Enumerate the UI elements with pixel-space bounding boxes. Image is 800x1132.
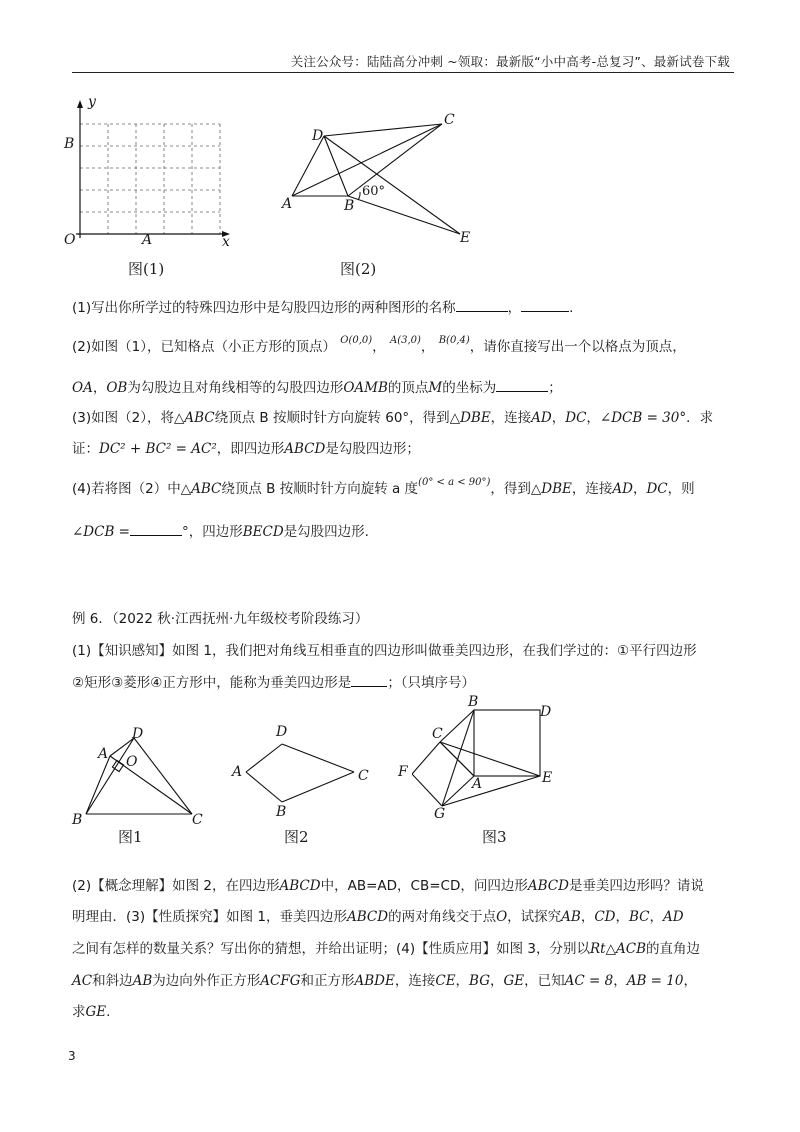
- q3-angle-DCB: ∠DCB = 30°: [599, 410, 687, 426]
- q3-line-1: (3)如图（2），将△ABC绕顶点 B 按顺时针方向旋转 60°，得到△DBE，连接AD，DC，∠DCB = 30°．求: [72, 410, 714, 426]
- q4-angle-DCB: ∠DCB =: [72, 524, 130, 540]
- q2-text-c: 为勾股边且对角线相等的勾股四边形: [127, 380, 344, 396]
- ex6-figure-3: [398, 694, 572, 824]
- ex6-fig3-label-G: G: [434, 806, 446, 822]
- q4-quad-BECD: BECD: [242, 524, 284, 540]
- fig1-label-x: x: [222, 234, 230, 250]
- q2-point-O: O(0,0): [340, 335, 373, 346]
- ex6-q4-seg-AC: AC: [72, 973, 93, 989]
- q1-blank-2: [521, 297, 569, 312]
- ex6-q1-text-a: ②矩形③菱形④正方形中，能称为垂美四边形是: [72, 675, 352, 691]
- ex6-fig3-label-F: F: [398, 764, 408, 780]
- ex6-figure-2: [228, 722, 368, 822]
- q3-line-2: [72, 439, 732, 459]
- ex6-fig3-label-E: E: [542, 770, 553, 786]
- q3-tri-DBE: △DBE: [449, 410, 491, 426]
- ex6-q4-text-h: ，连接: [394, 973, 436, 989]
- ex6-q4-given-AC: AC = 8: [564, 973, 614, 989]
- example6-title: 例 6．（2022 秋·江西抚州·九年级校考阶段练习）: [72, 611, 369, 627]
- ex6-q3-point-O: O: [496, 909, 508, 925]
- ex6-q4-text-a: 之间有怎样的数量关系？写出你的猜想，并给出证明；(4)【性质应用】如图 3，分别以: [72, 941, 591, 957]
- q3-text-c: 绕顶点 B 按顺时针方向旋转 60°，得到: [214, 410, 450, 426]
- q4-range: (0° < a < 90°): [418, 477, 491, 488]
- q4-seg-DC: DC: [646, 481, 668, 497]
- ex6-fig2-label-A: A: [232, 764, 243, 780]
- q2-seg-OB: OB: [106, 380, 128, 396]
- ex6-figure-2-caption: 图2: [284, 828, 309, 846]
- q4-line-2: [72, 521, 732, 542]
- page-header: 关注公众号：陆陆高分冲刺 ~领取：最新版“小中高考-总复习”、最新试卷下载: [290, 54, 730, 69]
- ex6-q4-text-f: 和正方形: [300, 973, 355, 989]
- q1-end: .: [569, 300, 574, 316]
- ex6-q2-text-a: (2)【概念理解】如图 2，在四边形: [72, 878, 280, 894]
- q4-seg-AD: AD: [612, 481, 633, 497]
- ex6-q3-seg-AD: AD: [663, 909, 684, 925]
- ex6-q2-line-2: 明理由．(3)【性质探究】如图 1，垂美四边形ABCD的两对角线交于点O，试探究AB，CD，BC，AD: [72, 909, 684, 925]
- ex6-q4-square-ABDE: ABDE: [354, 973, 395, 989]
- q4-text-a: (4)若将图（2）中: [72, 481, 181, 497]
- figure-2-caption: 图(2): [340, 260, 377, 278]
- ex6-q2-line-1: [72, 876, 732, 896]
- q4-blank: [130, 521, 182, 536]
- figure-2-rotation: [278, 108, 478, 248]
- q4-text-d2: 是勾股四边形.: [283, 524, 369, 540]
- ex6-q2-text-e: 是垂美四边形吗？请说: [568, 878, 704, 894]
- ex6-q4-seg-AB: AB: [132, 973, 153, 989]
- q3-text-e: ，连接: [490, 410, 532, 426]
- q4-text-g: ，连接: [571, 481, 613, 497]
- q2-text-g: 的坐标为: [442, 380, 497, 396]
- q2-quad-OAMB: OAMB: [343, 380, 388, 396]
- ex6-q4-text-d: 为边向外作正方形: [152, 973, 261, 989]
- q4-text-b2: °，四边形: [182, 524, 243, 540]
- ex6-q2-text-c: 中，AB=AD，CB=CD，问四边形: [320, 878, 528, 894]
- q4-text-e: ，得到: [490, 481, 531, 497]
- q2-text-e: 的顶点: [387, 380, 429, 396]
- q3-text-a: (3)如图（2），将: [72, 410, 174, 426]
- ex6-fig2-label-D: D: [276, 724, 288, 740]
- ex6-fig3-label-D: D: [540, 704, 552, 720]
- ex6-q4-text-c: 的直角边: [646, 941, 700, 957]
- fig2-label-B: B: [344, 198, 355, 214]
- q1-text: (1)写出你所学过的特殊四边形中是勾股四边形的两种图形的名称: [72, 300, 456, 316]
- ex6-q4-given-AB: AB = 10: [626, 973, 684, 989]
- ex6-fig1-label-B: B: [72, 812, 83, 828]
- ex6-q2-quad-1: ABCD: [279, 878, 321, 894]
- ex6-fig1-label-O: O: [126, 754, 138, 770]
- ex6-fig1-label-C: C: [192, 812, 203, 828]
- ex6-q4-end: .: [106, 1004, 111, 1020]
- q2-end: ；: [548, 380, 562, 396]
- ex6-q3-seg-AB: AB: [561, 909, 581, 925]
- fig1-label-A: A: [142, 232, 153, 248]
- ex6-q4-seg-GE: GE: [503, 973, 525, 989]
- q4-tri-DBE: △DBE: [530, 481, 572, 497]
- q2-seg-OA: OA: [72, 380, 93, 396]
- q3-tri-ABC: △ABC: [173, 410, 215, 426]
- ex6-q1-blank: [351, 672, 387, 687]
- q3-text-e2: 是勾股四边形；: [325, 441, 420, 457]
- fig2-label-A: A: [282, 196, 293, 212]
- figure-1-caption: 图(1): [128, 260, 165, 278]
- q3-text-i: ．求: [686, 410, 714, 426]
- q2-line-1: (2)如图（1），已知格点（小正方形的顶点） $^{O(0,0)}$， $^{A(3,0)}$， $^{B(0,4)}$，请你直接写出一个以格点为顶点，: [72, 335, 686, 355]
- ex6-q2-line-4: AC和斜边AB为边向外作正方形ACFG和正方形ABDE，连接CE，BG，GE，已知AC = 8，AB = 10，: [72, 973, 697, 989]
- ex6-fig1-label-D: D: [132, 726, 144, 742]
- ex6-q4-text-l: ，已知: [524, 973, 565, 989]
- q3-seg-DC: DC: [565, 410, 587, 426]
- ex6-fig3-label-B: B: [468, 694, 479, 710]
- ex6-q2-quad-2: ABCD: [527, 878, 569, 894]
- q2-intro: (2)如图（1），已知格点（小正方形的顶点）: [72, 339, 336, 355]
- q3-text-prove: 证：: [72, 441, 99, 457]
- header-divider: [72, 72, 734, 73]
- q1-line: [72, 297, 732, 318]
- fig2-label-D: D: [312, 128, 324, 144]
- ex6-q3-seg-BC: BC: [629, 909, 650, 925]
- ex6-q3-text-a: 明理由．(3)【性质探究】如图 1，垂美四边形: [72, 909, 348, 925]
- ex6-fig3-label-A: A: [472, 776, 483, 792]
- ex6-q4-seg-CE: CE: [435, 973, 456, 989]
- ex6-q3-seg-CD: CD: [594, 909, 616, 925]
- ex6-q4-target-GE: GE: [85, 1004, 107, 1020]
- ex6-q2-line-5: [72, 1002, 732, 1022]
- q1-sep: ，: [507, 300, 522, 316]
- q3-quad-ABCD: ABCD: [284, 441, 326, 457]
- ex6-q4-seg-BG: BG: [469, 973, 491, 989]
- ex6-q2-line-3: [72, 939, 732, 959]
- ex6-fig2-label-C: C: [358, 768, 369, 784]
- fig2-label-C: C: [444, 112, 455, 128]
- fig1-label-B: B: [64, 136, 75, 152]
- ex6-q4-text-find: 求: [72, 1004, 86, 1020]
- q2-tail: ，请你直接写出一个以格点为顶点，: [469, 339, 686, 355]
- q2-point-B: B(0,4): [438, 335, 470, 346]
- ex6-q3-text-e: ，试探究: [507, 909, 562, 925]
- ex6-figure-1-caption: 图1: [118, 828, 143, 846]
- fig2-label-E: E: [460, 230, 471, 246]
- ex6-figure-3-caption: 图3: [482, 828, 507, 846]
- ex6-figure-1: [72, 724, 212, 828]
- ex6-q1-line-2: [72, 672, 732, 693]
- q4-text-c: 绕顶点 B 按顺时针方向旋转 a 度: [221, 481, 419, 497]
- ex6-q4-square-ACFG: ACFG: [260, 973, 301, 989]
- ex6-q3-text-c: 的两对角线交于点: [388, 909, 497, 925]
- q4-line-1: (4)若将图（2）中△ABC绕顶点 B 按顺时针方向旋转 a 度$^{(0^\circ < a < 90^\circ)}$，得到△DBE，连接AD，DC，则: [72, 477, 695, 497]
- q4-text-j: ，则: [667, 481, 695, 497]
- ex6-fig1-label-A: A: [98, 746, 109, 762]
- fig1-label-O: O: [64, 232, 76, 248]
- q2-point-M: M: [428, 380, 443, 396]
- ex6-fig2-label-B: B: [276, 804, 287, 820]
- ex6-q1-line-1: (1)【知识感知】如图 1，我们把对角线互相垂直的四边形叫做垂美四边形，在我们学过的：①平行四边形: [72, 643, 697, 659]
- fig1-label-y: y: [88, 94, 96, 110]
- q4-tri-ABC: △ABC: [180, 481, 222, 497]
- q2-line-2: OA，OB为勾股边且对角线相等的勾股四边形OAMB的顶点M的坐标为 ；: [72, 377, 732, 398]
- fig2-angle-label: 60°: [362, 184, 386, 199]
- page-number: 3: [68, 1049, 76, 1063]
- ex6-q1-text-b: ；（只填序号）: [387, 675, 476, 691]
- q2-blank: [496, 377, 548, 392]
- ex6-q3-quad: ABCD: [347, 909, 389, 925]
- q2-point-A: A(3,0): [389, 335, 421, 346]
- ex6-q4-text-b: 和斜边: [92, 973, 133, 989]
- figure-1-grid: [64, 94, 240, 256]
- q3-text-c2: ，即四边形: [216, 441, 285, 457]
- q3-seg-AD: AD: [531, 410, 552, 426]
- q3-equation: DC² + BC² = AC²: [99, 441, 217, 457]
- ex6-q4-tri: Rt△ACB: [590, 941, 646, 957]
- ex6-fig3-label-C: C: [432, 726, 443, 742]
- q1-blank-1: [456, 297, 508, 312]
